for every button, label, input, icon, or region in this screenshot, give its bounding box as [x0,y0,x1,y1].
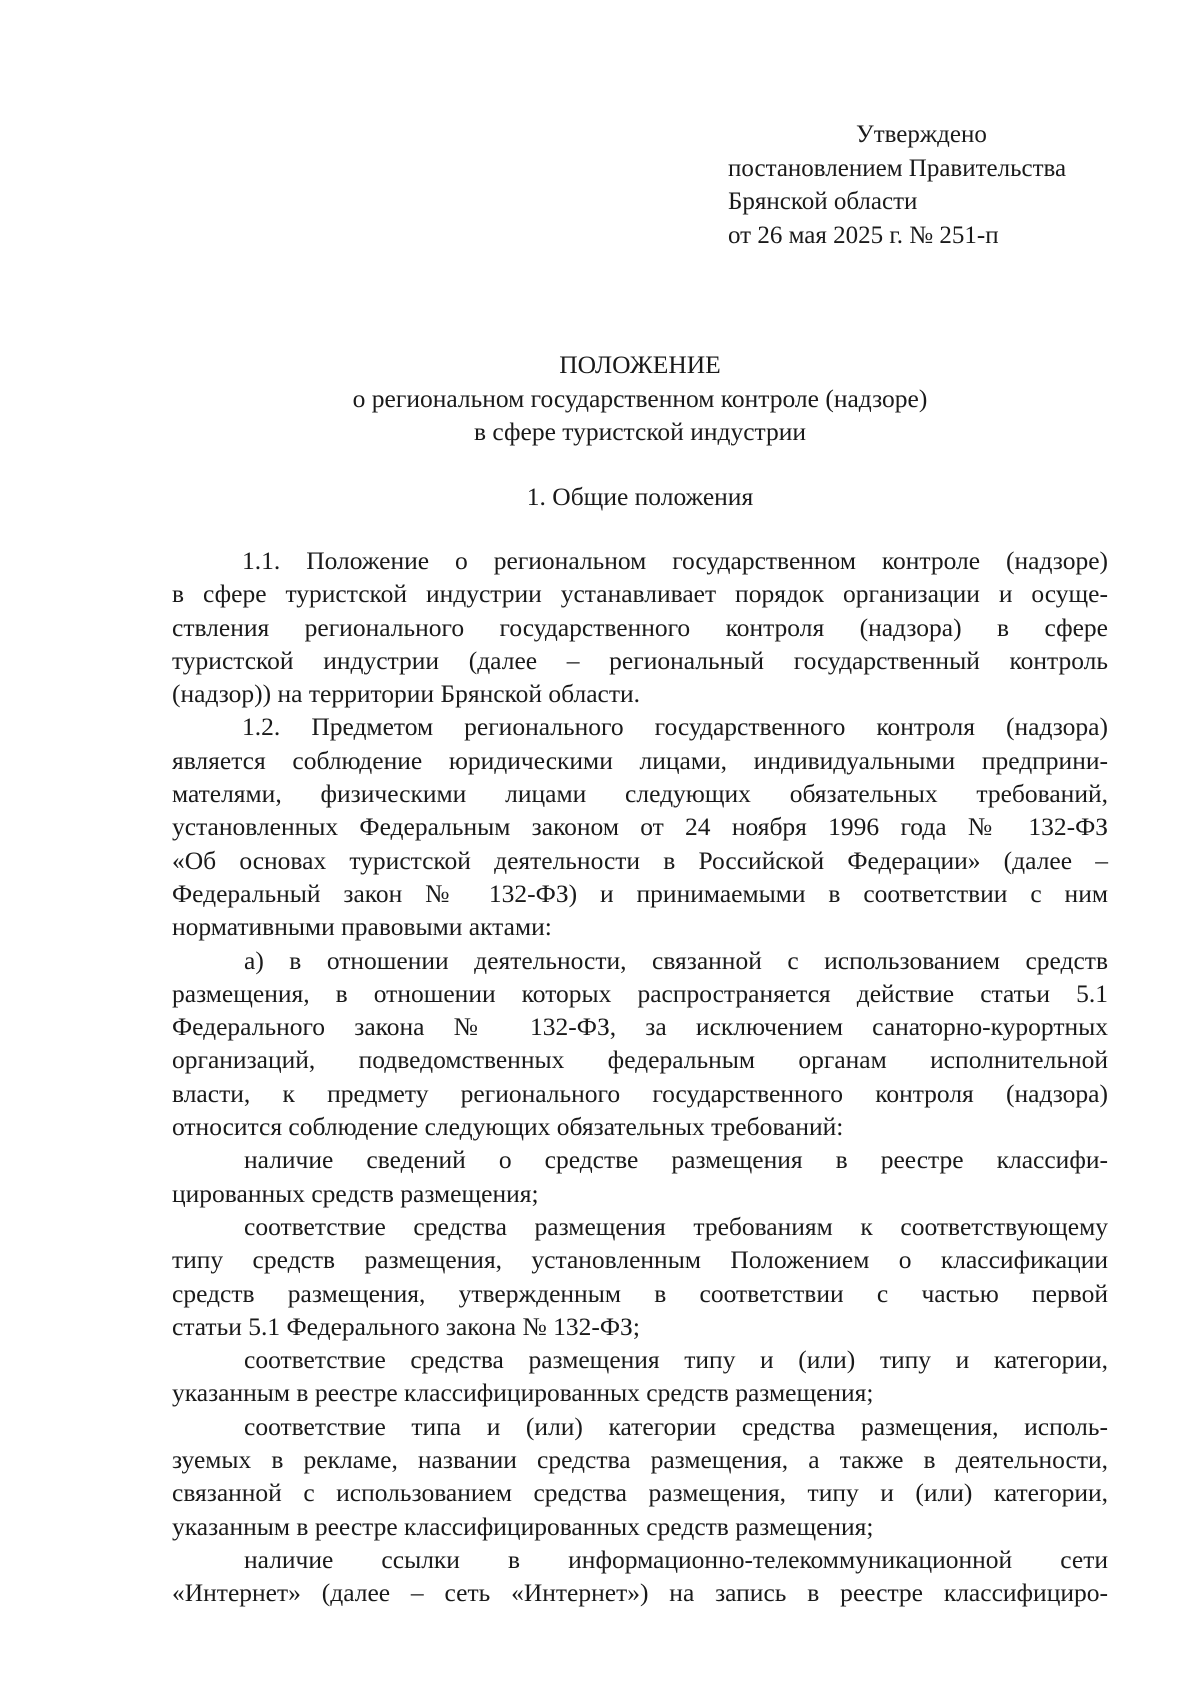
body-line: организаций, подведомственных федеральным органам исполнительной [172,1045,1108,1075]
body-line: «Об основах туристской деятельности в Российской Федерации» (далее – [172,845,1108,875]
body-line: наличие ссылки в информационно-телекоммуникационной сети [244,1544,1108,1574]
body-line: «Интернет» (далее – сеть «Интернет») на запись в реестре классифициро- [172,1578,1108,1608]
body-line: власти, к предмету регионального государственного контроля (надзора) [172,1078,1108,1108]
body-line: соответствие типа и (или) категории средства размещения, исполь- [244,1411,1108,1441]
body-line: мателями, физическими лицами следующих обязательных требований, [172,779,1108,809]
body-line: (надзор)) на территории Брянской области. [172,679,641,709]
section-title: 1. Общие положения [526,482,754,511]
body-line: Федерального закона № 132-ФЗ, за исключением санаторно-курортных [172,1012,1108,1042]
body-line: нормативными правовыми актами: [172,912,552,942]
body-line: средств размещения, утвержденным в соответствии с частью первой [172,1278,1108,1308]
body-line: наличие сведений о средстве размещения в реестре классифи- [244,1145,1108,1175]
body-line: размещения, в отношении которых распространяется действие статьи 5.1 [172,978,1108,1008]
body-line: указанным в реестре классифицированных средств размещения; [172,1378,874,1408]
title-line: в сфере туристской индустрии [473,417,807,446]
body-line: Федеральный закон № 132-ФЗ) и принимаемыми в соответствии с ним [172,878,1108,908]
body-line: типу средств размещения, установленным Положением о классификации [172,1245,1108,1275]
body-line: соответствие средства размещения типу и (или) типу и категории, [244,1345,1108,1375]
approval-stamp [728,118,1066,252]
body-line: зуемых в рекламе, названии средства размещения, а также в деятельности, [172,1445,1108,1475]
body-line: соответствие средства размещения требованиям к соответствующему [244,1211,1108,1241]
section-heading [170,480,1110,514]
body-line: 1.2. Предметом регионального государственного контроля (надзора) [242,712,1108,742]
body-line: ствления регионального государственного контроля (надзора) в сфере [172,612,1108,642]
body-line: указанным в реестре классифицированных средств размещения; [172,1511,874,1541]
body-line: а) в отношении деятельности, связанной с использованием средств [244,945,1108,975]
document-title [170,348,1110,449]
body-line: статьи 5.1 Федерального закона № 132-ФЗ; [172,1311,640,1341]
document-body [172,544,1108,1610]
approval-line: Брянской области [728,188,918,215]
body-line: 1.1. Положение о региональном государственном контроле (надзоре) [242,546,1108,575]
body-line: связанной с использованием средства размещения, типу и (или) категории, [172,1478,1108,1508]
body-line: туристской индустрии (далее – региональный государственный контроль [172,645,1108,675]
approval-line: постановлением Правительства [728,154,1067,182]
body-line: в сфере туристской индустрии устанавливает порядок организации и осуще- [172,579,1108,609]
body-line: установленных Федеральным законом от 24 ноября 1996 года № 132-ФЗ [172,812,1108,842]
body-line: относится соблюдение следующих обязательных требований: [172,1112,844,1142]
title-line: о региональном государственном контроле (надзоре) [352,383,928,413]
title-line: ПОЛОЖЕНИЕ [559,350,721,379]
body-line: является соблюдение юридическими лицами, индивидуальными предприни- [172,745,1108,775]
approval-line: от 26 мая 2025 г. № 251-п [728,221,999,249]
approval-line: Утверждено [856,121,987,148]
body-line: цированных средств размещения; [172,1178,539,1208]
